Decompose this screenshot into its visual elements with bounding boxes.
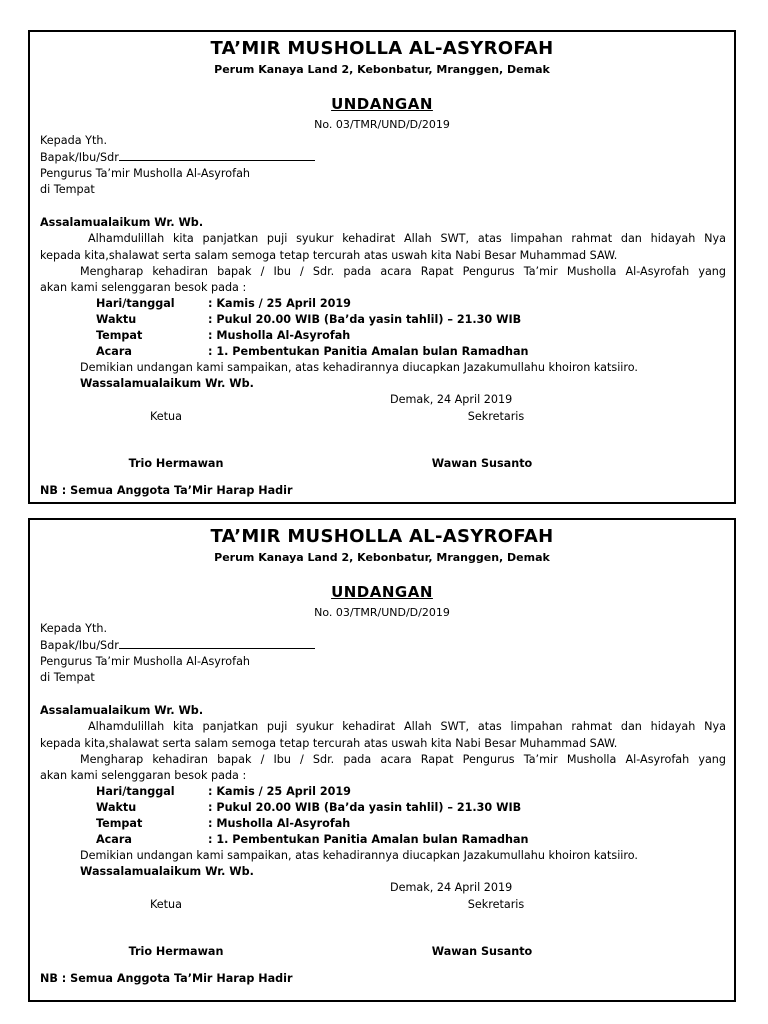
farewell: Wassalamualaikum Wr. Wb. — [80, 377, 254, 391]
organization-title: TA’MIR MUSHOLLA AL-ASYROFAH — [210, 38, 554, 59]
paragraph-2-line-2: akan kami selenggaran besok pada : — [40, 768, 247, 782]
detail-event — [40, 344, 726, 360]
signature-names — [40, 944, 726, 960]
chair-title: Ketua — [150, 409, 182, 423]
detail-day-label: Hari/tanggal — [96, 784, 175, 798]
letter-number: No. 03/TMR/UND/D/2019 — [314, 606, 450, 619]
paragraph-2-line-2: akan kami selenggaran besok pada : — [40, 280, 247, 294]
recipient-label: Bapak/Ibu/Sdr — [40, 639, 119, 653]
detail-event-label: Acara — [96, 345, 132, 359]
paragraph-1-line-2: kepada kita,shalawat serta salam semoga tetap tercurah atas uswah kita Nabi Besar Muhammad SAW. — [40, 736, 618, 750]
detail-event-value: : 1. Pembentukan Panitia Amalan bulan Ramadhan — [208, 833, 529, 847]
paragraph-1-line-1: Alhamdulillah kita panjatkan puji syukur kehadirat Allah SWT, atas limpahan rahmat dan hidayah Nya — [88, 232, 726, 246]
recipient-line-2 — [40, 637, 726, 654]
letter-heading: UNDANGAN — [331, 583, 433, 601]
paragraph-1-line-1: Alhamdulillah kita panjatkan puji syukur kehadirat Allah SWT, atas limpahan rahmat dan hidayah Nya — [88, 720, 726, 734]
chair-title: Ketua — [150, 897, 182, 911]
note: NB : Semua Anggota Ta’Mir Harap Hadir — [40, 483, 293, 497]
recipient-line-4: di Tempat — [40, 183, 95, 197]
letter-body — [40, 133, 726, 499]
detail-time-label: Waktu — [96, 312, 137, 326]
detail-place-value: : Musholla Al-Asyrofah — [208, 817, 351, 831]
signature-titles — [40, 897, 726, 913]
farewell: Wassalamualaikum Wr. Wb. — [80, 865, 254, 879]
paragraph-2-line-1: Mengharap kehadiran bapak / Ibu / Sdr. pada acara Rapat Pengurus Ta’mir Musholla Al-Asyrofah yang — [80, 752, 726, 766]
detail-place-label: Tempat — [96, 817, 143, 831]
detail-event — [40, 832, 726, 848]
closing-text: Demikian undangan kami sampaikan, atas kehadirannya diucapkan Jazakumullahu khoiron katsiiro. — [80, 361, 638, 375]
recipient-line-2 — [40, 149, 726, 166]
letter-heading: UNDANGAN — [331, 95, 433, 113]
detail-place — [40, 816, 726, 832]
recipient-line-3: Pengurus Ta’mir Musholla Al-Asyrofah — [40, 167, 251, 181]
recipient-line-1: Kepada Yth. — [40, 622, 107, 635]
organization-title: TA’MIR MUSHOLLA AL-ASYROFAH — [210, 526, 554, 547]
recipient-blank-line — [119, 637, 315, 649]
recipient-blank-line — [119, 149, 315, 161]
recipient-line-3: Pengurus Ta’mir Musholla Al-Asyrofah — [40, 655, 251, 669]
secretary-title: Sekretaris — [467, 897, 525, 911]
paragraph-1-line-2: kepada kita,shalawat serta salam semoga tetap tercurah atas uswah kita Nabi Besar Muhammad SAW. — [40, 248, 618, 262]
chair-name: Trio Hermawan — [128, 456, 224, 470]
detail-time-value: : Pukul 20.00 WIB (Ba’da yasin tahlil) – 21.30 WIB — [208, 312, 522, 326]
secretary-title: Sekretaris — [467, 409, 525, 423]
detail-time-label: Waktu — [96, 800, 137, 814]
closing-text: Demikian undangan kami sampaikan, atas kehadirannya diucapkan Jazakumullahu khoiron katsiiro. — [80, 849, 638, 863]
detail-day-value: : Kamis / 25 April 2019 — [208, 296, 351, 310]
invitation-card-1 — [28, 30, 736, 504]
detail-day — [40, 296, 726, 312]
signature-names — [40, 456, 726, 472]
detail-day — [40, 784, 726, 800]
recipient-line-4: di Tempat — [40, 671, 95, 685]
detail-place-value: : Musholla Al-Asyrofah — [208, 329, 351, 343]
secretary-name: Wawan Susanto — [431, 944, 533, 958]
detail-event-value: : 1. Pembentukan Panitia Amalan bulan Ramadhan — [208, 345, 529, 359]
detail-place-label: Tempat — [96, 329, 143, 343]
detail-event-label: Acara — [96, 833, 132, 847]
detail-time — [40, 800, 726, 816]
detail-day-value: : Kamis / 25 April 2019 — [208, 784, 351, 798]
detail-place — [40, 328, 726, 344]
signature-titles — [40, 409, 726, 425]
recipient-line-1: Kepada Yth. — [40, 134, 107, 147]
chair-name: Trio Hermawan — [128, 944, 224, 958]
letter-date: Demak, 24 April 2019 — [390, 393, 513, 407]
letter-date: Demak, 24 April 2019 — [390, 881, 513, 895]
detail-time — [40, 312, 726, 328]
organization-address: Perum Kanaya Land 2, Kebonbatur, Mranggen, Demak — [214, 63, 550, 76]
recipient-label: Bapak/Ibu/Sdr — [40, 151, 119, 165]
organization-address: Perum Kanaya Land 2, Kebonbatur, Mranggen, Demak — [214, 551, 550, 564]
letter-number: No. 03/TMR/UND/D/2019 — [314, 118, 450, 131]
invitation-card-2 — [28, 518, 736, 1002]
letter-body — [40, 621, 726, 987]
greeting: Assalamualaikum Wr. Wb. — [40, 216, 204, 230]
paragraph-2-line-1: Mengharap kehadiran bapak / Ibu / Sdr. pada acara Rapat Pengurus Ta’mir Musholla Al-Asyrofah yang — [80, 264, 726, 278]
secretary-name: Wawan Susanto — [431, 456, 533, 470]
note: NB : Semua Anggota Ta’Mir Harap Hadir — [40, 971, 293, 985]
detail-day-label: Hari/tanggal — [96, 296, 175, 310]
greeting: Assalamualaikum Wr. Wb. — [40, 704, 204, 718]
detail-time-value: : Pukul 20.00 WIB (Ba’da yasin tahlil) – 21.30 WIB — [208, 800, 522, 814]
